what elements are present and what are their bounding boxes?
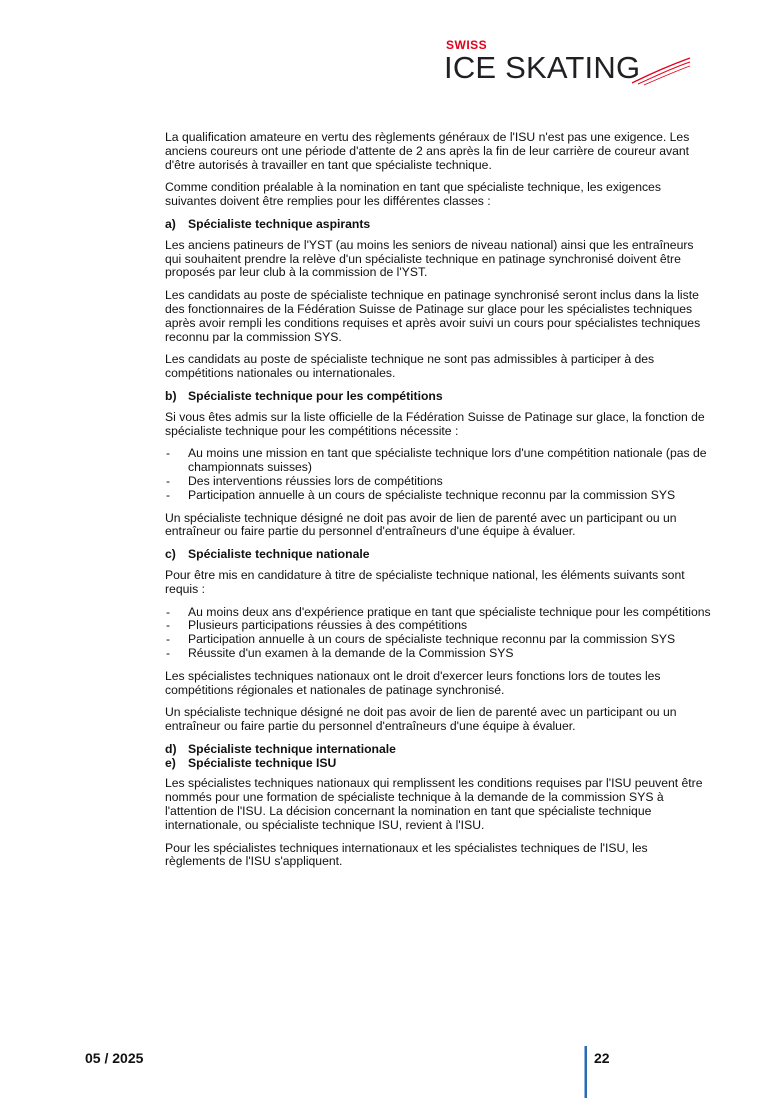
list-item: - Réussite d'un examen à la demande de la Commission SYS (165, 647, 711, 661)
section-c-title: Spécialiste technique nationale (188, 547, 370, 562)
section-c-heading (165, 548, 711, 562)
swiss-ice-skating-logo (440, 38, 700, 90)
section-a-paragraph-2: Les candidats au poste de spécialiste technique en patinage synchronisé seront inclus dans la liste des fonctionnaires de la Fédération Suisse de Patinage sur glace pour les spécialistes techniques après avoir rempli les conditions requises et après avoir suivi un cours pour spécialistes techniques reconnu par la commission SYS. (165, 288, 701, 344)
logo-swiss-text: SWISS (446, 38, 488, 52)
section-e-heading (165, 757, 711, 771)
section-b-paragraph-2: Un spécialiste technique désigné ne doit pas avoir de lien de parenté avec un participant ou un entraîneur ou faire partie du personnel d'entraîneurs d'une équipe à évaluer. (165, 510, 677, 539)
section-e-number: e) (165, 755, 176, 770)
section-b-list (165, 447, 711, 502)
list-item: - Plusieurs participations réussies à des compétitions (165, 619, 711, 633)
section-d-heading (165, 743, 711, 757)
footer-date: 05 / 2025 (85, 1050, 144, 1066)
section-e-title: Spécialiste technique ISU (188, 755, 337, 770)
section-e-paragraph-1: Les spécialistes techniques nationaux qui remplissent les conditions requises par l'ISU peuvent être nommés pour une formation de spécialiste technique à la demande de la commission SYS à l'attention de l'ISU. La décision concernant la nomination en tant que spécialiste technique internationale, ou spécialiste technique ISU, revient à l'ISU. (165, 776, 703, 832)
sections-d-e-headings (165, 743, 711, 771)
section-a-number: a) (165, 216, 176, 231)
list-item: - Au moins une mission en tant que spécialiste technique lors d'une compétition nationale (pas de championnats suisses) (165, 447, 711, 475)
list-item: - Au moins deux ans d'expérience pratique en tant que spécialiste technique pour les compétitions (165, 606, 711, 620)
section-e-paragraph-2: Pour les spécialistes techniques internationaux et les spécialistes techniques de l'ISU, les règlements de l'ISU s'appliquent. (165, 840, 648, 869)
section-a-paragraph-1: Les anciens patineurs de l'YST (au moins les seniors de niveau national) ainsi que les entraîneurs qui souhaitent prendre la relève d'un spécialiste technique en patinage synchronisé doivent être proposés par leur club à la commission de l'YST. (165, 237, 694, 280)
document-body (165, 131, 711, 878)
list-item: - Des interventions réussies lors de compétitions (165, 475, 711, 489)
section-c-number: c) (165, 547, 176, 562)
intro-paragraph-1: La qualification amateure en vertu des règlements généraux de l'ISU n'est pas une exigence. Les anciens coureurs ont une période d'attente de 2 ans après la fin de leur carrière de coureur avant d'être autorisés à travailler en tant que spécialiste technique. (165, 130, 690, 172)
list-item: - Participation annuelle à un cours de spécialiste technique reconnu par la commission SYS (165, 489, 711, 503)
section-d-title: Spécialiste technique internationale (188, 741, 396, 756)
section-c-paragraph-1: Pour être mis en candidature à titre de spécialiste technique national, les éléments suivants sont requis : (165, 567, 685, 596)
section-a-title: Spécialiste technique aspirants (188, 216, 371, 231)
page-number: 22 (594, 1050, 610, 1066)
section-d-number: d) (165, 741, 177, 756)
logo-main-text: ICE SKATING (444, 50, 641, 85)
section-c-list (165, 606, 711, 661)
section-b-title: Spécialiste technique pour les compétitions (188, 388, 443, 403)
intro-paragraph-2: Comme condition préalable à la nomination en tant que spécialiste technique, les exigences suivantes doivent être remplies pour les différentes classes : (165, 180, 661, 209)
section-c-paragraph-3: Un spécialiste technique désigné ne doit pas avoir de lien de parenté avec un participant ou un entraîneur ou faire partie du personnel d'entraîneurs d'une équipe à évaluer. (165, 705, 677, 734)
section-b-number: b) (165, 388, 177, 403)
logo-swoosh-icon (630, 56, 692, 86)
section-a-paragraph-3: Les candidats au poste de spécialiste technique ne sont pas admissibles à participer à des compétitions nationales ou internationales. (165, 352, 655, 381)
footer-divider (584, 1046, 587, 1098)
list-item: - Participation annuelle à un cours de spécialiste technique reconnu par la commission SYS (165, 633, 711, 647)
section-a-heading (165, 218, 711, 232)
section-b-heading (165, 390, 711, 404)
section-c-paragraph-2: Les spécialistes techniques nationaux ont le droit d'exercer leurs fonctions lors de toutes les compétitions régionales et nationales de patinage synchronisé. (165, 668, 661, 697)
section-b-paragraph-1: Si vous êtes admis sur la liste officielle de la Fédération Suisse de Patinage sur glace, la fonction de spécialiste technique pour les compétitions nécessite : (165, 409, 705, 438)
